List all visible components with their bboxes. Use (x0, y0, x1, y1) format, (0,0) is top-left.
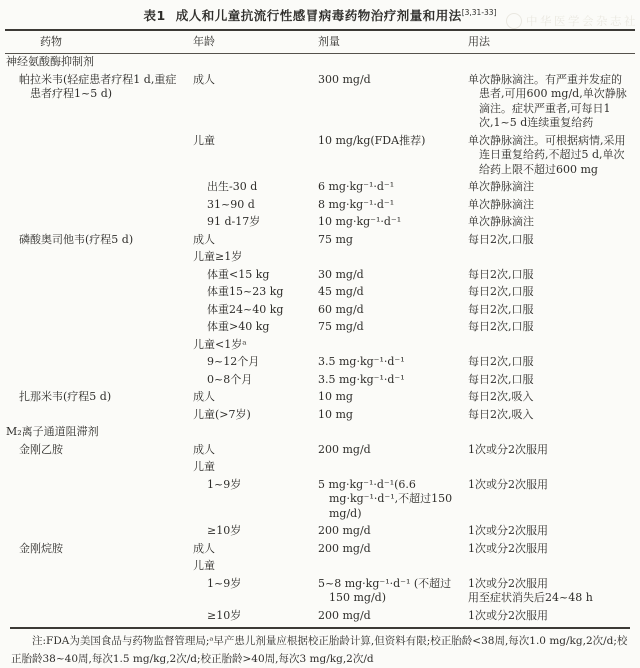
column-header-drug: 药物 (40, 35, 62, 48)
cell-usage: 单次静脉滴注。可根据病情,采用连日重复给药,不超过5 d,单次给药上限不超过600 mg (468, 133, 626, 176)
column-header-age: 年龄 (193, 35, 215, 48)
cell-usage: 1次或分2次服用 (468, 477, 548, 491)
drug-dosage-table (5, 29, 635, 625)
cell-usage: 每日2次,口服 (468, 355, 534, 368)
table-row (5, 232, 635, 250)
cell-dose (318, 250, 468, 265)
cell-drug (5, 355, 193, 370)
cell-dose: 200 mg/d (318, 442, 371, 456)
cell-usage: 每日2次,吸入 (468, 407, 534, 421)
cell-usage: 每日2次,口服 (468, 372, 534, 386)
cell-drug (5, 134, 193, 178)
table-row (5, 477, 635, 524)
table-row (5, 337, 635, 355)
cell-age: 体重>40 kg (207, 320, 270, 333)
table-row (5, 442, 635, 460)
cell-age: ≥10岁 (207, 608, 242, 622)
cell-age (193, 55, 318, 70)
cell-drug: 神经氨酸酶抑制剂 (6, 55, 94, 68)
table-title (5, 0, 635, 29)
cell-usage: 1次或分2次服用 (468, 608, 548, 622)
cell-drug (5, 373, 193, 388)
cell-usage (468, 55, 635, 70)
cell-drug: 扎那米韦(疗程5 d) (19, 390, 112, 403)
cell-usage: 每日2次,口服 (468, 285, 534, 298)
cell-age: 31~90 d (207, 197, 255, 211)
cell-age: 9~12个月 (207, 355, 260, 368)
cell-usage: 每日2次,口服 (468, 320, 534, 333)
cell-age: 儿童(>7岁) (193, 407, 251, 421)
cell-age: 儿童 (193, 460, 215, 473)
cell-dose: 10 mg/kg(FDA推荐) (318, 133, 426, 147)
cell-drug (5, 215, 193, 230)
cell-drug (5, 320, 193, 335)
table-row (5, 558, 635, 576)
cell-age: 91 d-17岁 (207, 215, 261, 228)
cell-age: ≥10岁 (207, 524, 242, 537)
table-row (5, 372, 635, 390)
table-row (5, 72, 635, 133)
cell-drug (5, 268, 193, 283)
table-row (5, 249, 635, 267)
cell-dose: 75 mg/d (318, 320, 364, 333)
table-row (5, 389, 635, 407)
column-header-usage: 用法 (468, 35, 490, 48)
cell-dose: 5 mg·kg⁻¹·d⁻¹(6.6 mg·kg⁻¹·d⁻¹,不超过150 mg/d) (318, 477, 453, 520)
cell-age: 出生-30 d (207, 180, 258, 193)
cell-age: 成人 (193, 232, 215, 246)
cell-dose: 75 mg (318, 232, 353, 246)
cell-age: 成人 (193, 390, 215, 403)
cell-age: 儿童 (193, 133, 215, 147)
cell-dose: 5~8 mg·kg⁻¹·d⁻¹ (不超过150 mg/d) (318, 576, 452, 604)
table-body (5, 54, 635, 625)
table-row (5, 302, 635, 320)
table-footnote (10, 627, 630, 668)
cell-dose: 10 mg (318, 390, 353, 403)
table-title-text: 成人和儿童抗流行性感冒病毒药物治疗剂量和用法 (175, 8, 462, 23)
cell-age: 成人 (193, 72, 215, 86)
cell-dose: 10 mg·kg⁻¹·d⁻¹ (318, 215, 402, 228)
cell-usage: 每日2次,口服 (468, 267, 534, 281)
table-row (5, 523, 635, 541)
cell-drug (5, 524, 193, 539)
cell-dose: 6 mg·kg⁻¹·d⁻¹ (318, 180, 395, 193)
cell-usage: 每日2次,口服 (468, 232, 534, 246)
table-row (5, 284, 635, 302)
table-row (5, 214, 635, 232)
watermark-text: 中华医学会杂志社 (526, 14, 638, 28)
cell-drug (5, 478, 193, 522)
cell-drug: 金刚烷胺 (19, 541, 63, 555)
cell-dose: 60 mg/d (318, 302, 364, 316)
cell-age: 儿童≥1岁 (193, 250, 243, 263)
table-row (5, 179, 635, 197)
cell-usage: 单次静脉滴注 (468, 197, 534, 211)
cell-dose: 3.5 mg·kg⁻¹·d⁻¹ (318, 355, 405, 368)
table-row (5, 608, 635, 626)
table-header-row (5, 31, 635, 54)
cell-age (193, 425, 318, 440)
cell-dose: 45 mg/d (318, 285, 364, 298)
table-row (5, 407, 635, 425)
cell-drug: 金刚乙胺 (19, 442, 63, 456)
cell-dose: 3.5 mg·kg⁻¹·d⁻¹ (318, 372, 405, 386)
cell-age: 儿童 (193, 559, 215, 572)
table-row (5, 197, 635, 215)
cell-drug (5, 198, 193, 213)
cell-drug (5, 250, 193, 265)
table-row (5, 133, 635, 180)
cell-drug (5, 303, 193, 318)
cell-usage: 单次静脉滴注 (468, 180, 534, 193)
cell-usage: 1次或分2次服用 用至症状消失后24~48 h (468, 576, 593, 604)
cell-usage (468, 460, 635, 475)
cell-usage: 单次静脉滴注 (468, 215, 534, 228)
cell-drug: 帕拉米韦(轻症患者疗程1 d,重症患者疗程1~5 d) (19, 72, 177, 100)
cell-usage: 每日2次,吸入 (468, 390, 534, 403)
cell-age: 成人 (193, 442, 215, 456)
cell-drug (5, 460, 193, 475)
cell-drug (5, 180, 193, 195)
column-header-dose: 剂量 (318, 35, 340, 48)
table-row (5, 267, 635, 285)
table-row (5, 54, 635, 72)
cell-drug (5, 408, 193, 423)
cell-age: 儿童<1岁ᵃ (193, 337, 247, 351)
footnote-text: 注:FDA为美国食品与药物监督管理局;ᵃ早产患儿剂量应根据校正胎龄计算,但资料有限;校正胎龄<38周,每次1.0 mg/kg,2次/d;校正胎龄38~40周,每次1.5 mg/kg,2次/d;校正胎龄>40周,每次3 mg/kg,2次/d (11, 635, 628, 665)
table-row (5, 424, 635, 442)
cell-drug (5, 285, 193, 300)
cell-age: 0~8个月 (207, 372, 253, 386)
citation-superscript: [3,31-33] (461, 7, 497, 17)
cell-usage (468, 250, 635, 265)
table-row (5, 319, 635, 337)
table-row (5, 576, 635, 608)
cell-dose (318, 425, 468, 440)
cell-age: 1~9岁 (207, 477, 242, 491)
cell-usage (468, 425, 635, 440)
cell-drug (5, 559, 193, 574)
table-row (5, 541, 635, 559)
table-row (5, 459, 635, 477)
cell-usage: 单次静脉滴注。有严重并发症的患者,可用600 mg/d,单次静脉滴注。症状严重者,可每日1次,1~5 d连续重复给药 (468, 72, 627, 129)
cell-usage: 1次或分2次服用 (468, 541, 548, 555)
table-row (5, 354, 635, 372)
cell-dose (318, 460, 468, 475)
cell-usage: 每日2次,口服 (468, 302, 534, 316)
cell-dose: 300 mg/d (318, 72, 371, 86)
cell-drug: 磷酸奥司他韦(疗程5 d) (19, 232, 134, 246)
cell-dose: 200 mg/d (318, 608, 371, 622)
cell-dose: 30 mg/d (318, 267, 364, 281)
cell-dose: 200 mg/d (318, 541, 371, 555)
cell-dose: 200 mg/d (318, 524, 371, 537)
cell-usage (468, 338, 635, 353)
cell-dose (318, 55, 468, 70)
table-number: 表1 (143, 8, 166, 23)
cell-usage: 1次或分2次服用 (468, 442, 548, 456)
cell-drug (5, 577, 193, 606)
cell-age: 成人 (193, 541, 215, 555)
cell-dose (318, 559, 468, 574)
cell-usage: 1次或分2次服用 (468, 524, 548, 537)
cell-drug: M₂离子通道阻滞剂 (6, 425, 99, 438)
cell-drug (5, 338, 193, 353)
cell-drug (5, 609, 193, 624)
cell-dose: 8 mg·kg⁻¹·d⁻¹ (318, 197, 395, 211)
cell-age: 体重<15 kg (207, 267, 270, 281)
cell-usage (468, 559, 635, 574)
cell-dose (318, 338, 468, 353)
cell-age: 1~9岁 (207, 576, 242, 590)
cell-age: 体重15~23 kg (207, 285, 284, 298)
cell-age: 体重24~40 kg (207, 302, 284, 316)
cell-dose: 10 mg (318, 407, 353, 421)
